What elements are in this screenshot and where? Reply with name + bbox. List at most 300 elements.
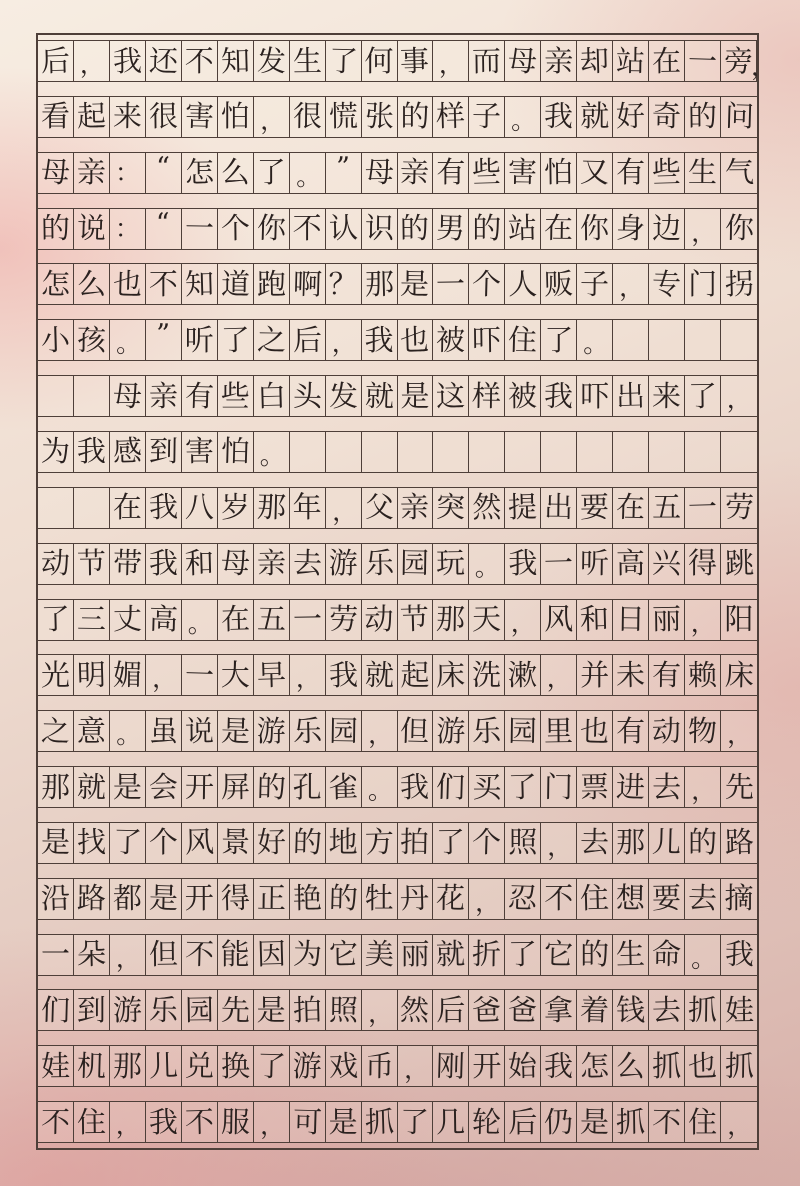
- grid-cell: [541, 320, 577, 360]
- handwritten-char: 五: [256, 601, 286, 637]
- handwritten-char: 和: [579, 601, 610, 637]
- grid-cell: [110, 209, 146, 249]
- grid-cell: [541, 488, 577, 528]
- grid-cell: [433, 153, 469, 193]
- handwritten-char: 父: [364, 490, 394, 525]
- grid-cell: [254, 990, 290, 1030]
- handwritten-char: 说: [76, 210, 107, 246]
- handwritten-char: 很: [148, 99, 179, 134]
- grid-cell: [685, 41, 721, 81]
- grid-cell: [541, 990, 577, 1030]
- grid-cell: [721, 823, 757, 863]
- handwritten-char: 都: [112, 881, 143, 916]
- grid-cell: [433, 544, 469, 584]
- handwritten-char: 母: [40, 154, 71, 190]
- grid-cell: [613, 935, 649, 975]
- handwritten-char: 命: [651, 936, 682, 972]
- handwritten-char: 生: [687, 154, 718, 190]
- grid-cell: [469, 823, 505, 863]
- grid-cell: [110, 935, 146, 975]
- handwritten-char: 。: [474, 552, 501, 582]
- handwritten-char: 亲: [399, 154, 430, 190]
- grid-cell: [685, 935, 721, 975]
- grid-cell: [685, 990, 721, 1030]
- grid-cell: [74, 879, 110, 919]
- handwritten-char: 找: [76, 825, 107, 860]
- handwritten-char: 后: [436, 992, 466, 1027]
- grid-cell: [254, 544, 290, 584]
- grid-cell: [110, 879, 146, 919]
- grid-cell: [218, 767, 254, 807]
- handwritten-char: 服: [220, 1104, 250, 1139]
- handwritten-char: 了: [507, 769, 538, 804]
- handwritten-char: 床: [435, 657, 466, 693]
- handwritten-char: 可: [292, 1104, 323, 1140]
- grid-cell: [577, 376, 613, 416]
- handwritten-char: 在: [615, 489, 646, 525]
- handwritten-char: 说: [184, 713, 215, 748]
- text-row: [38, 40, 776, 82]
- grid-cell: [613, 655, 649, 695]
- handwritten-char: 儿: [148, 1048, 179, 1084]
- grid-cell: [146, 655, 182, 695]
- handwritten-char: 节: [399, 601, 430, 637]
- handwritten-char: 那: [256, 489, 287, 525]
- handwritten-char: 动: [364, 602, 394, 636]
- grid-cell: [505, 655, 541, 695]
- grid-cell: [290, 879, 326, 919]
- grid-cell: [613, 544, 649, 584]
- handwritten-char: 母: [112, 378, 143, 413]
- handwritten-char: 问: [724, 98, 755, 134]
- grid-cell: [110, 432, 146, 472]
- handwritten-char: 能: [220, 937, 250, 972]
- grid-cell: [721, 153, 757, 193]
- grid-cell: [721, 432, 757, 472]
- text-row: [38, 319, 757, 361]
- grid-cell: [74, 209, 110, 249]
- handwritten-char: 里: [544, 713, 574, 748]
- grid-cell: [38, 97, 74, 137]
- handwritten-char: 些: [220, 378, 250, 413]
- grid-cell: [110, 655, 146, 695]
- handwritten-char: 那: [112, 1048, 142, 1083]
- grid-cell: [721, 264, 757, 304]
- handwritten-char: 亲: [148, 378, 179, 413]
- handwritten-char: 了: [544, 322, 574, 357]
- grid-cell: [685, 432, 721, 472]
- handwritten-char: 就: [76, 769, 107, 804]
- handwritten-char: ，: [331, 328, 358, 359]
- handwritten-char: 赖: [687, 657, 718, 693]
- grid-cell: [433, 767, 469, 807]
- grid-cell: [505, 1046, 541, 1086]
- handwritten-char: ，: [115, 943, 142, 973]
- grid-cell: [649, 488, 685, 528]
- handwritten-char: 游: [436, 713, 466, 748]
- handwritten-char: “: [155, 207, 171, 239]
- grid-cell: [398, 990, 434, 1030]
- handwritten-char: 戏: [328, 1048, 359, 1084]
- handwritten-char: 丽: [400, 937, 430, 972]
- handwritten-char: 开: [184, 769, 215, 804]
- grid-cell: [613, 1102, 649, 1142]
- handwritten-char: 到: [148, 434, 179, 469]
- handwritten-char: 奇: [651, 99, 682, 134]
- grid-cell: [182, 823, 218, 863]
- grid-cell: [110, 376, 146, 416]
- handwritten-char: 人: [508, 266, 538, 301]
- handwritten-char: 劳: [724, 490, 754, 525]
- text-row: [38, 1045, 757, 1087]
- grid-cell: [254, 41, 290, 81]
- grid-cell: [505, 1102, 541, 1142]
- grid-cell: [469, 376, 505, 416]
- grid-cell: [254, 1046, 290, 1086]
- handwritten-char: 后: [292, 322, 322, 357]
- handwritten-char: 我: [508, 546, 538, 581]
- handwritten-char: 看: [40, 99, 70, 134]
- handwritten-char: 并: [580, 657, 610, 692]
- handwritten-char: ，: [115, 1110, 142, 1141]
- text-row: [38, 543, 757, 585]
- handwritten-char: 门: [544, 769, 574, 804]
- grid-cell: [290, 823, 326, 863]
- grid-cell: [685, 600, 721, 640]
- handwritten-char: 不: [544, 881, 574, 916]
- grid-cell: [577, 1102, 613, 1142]
- grid-cell: [577, 935, 613, 975]
- handwritten-char: 我: [148, 489, 179, 525]
- handwritten-char: 亲: [400, 490, 430, 525]
- grid-cell: [110, 153, 146, 193]
- handwritten-char: 是: [220, 713, 251, 749]
- grid-cell: [326, 935, 362, 975]
- grid-cell: [541, 1046, 577, 1086]
- handwritten-char: 个: [471, 824, 502, 860]
- handwritten-char: 的: [687, 99, 718, 134]
- grid-cell: [38, 376, 74, 416]
- handwritten-char: 爸: [471, 992, 502, 1028]
- grid-cell: [326, 823, 362, 863]
- grid-cell: [362, 320, 398, 360]
- grid-cell: [182, 97, 218, 137]
- grid-cell: [74, 97, 110, 137]
- grid-cell: [38, 879, 74, 919]
- handwritten-char: 着: [579, 992, 610, 1028]
- grid-cell: [326, 711, 362, 751]
- handwritten-char: 美: [364, 936, 395, 972]
- grid-cell: [290, 655, 326, 695]
- handwritten-char: 一: [543, 545, 574, 581]
- handwritten-char: 个: [471, 266, 502, 302]
- handwritten-char: 身: [615, 210, 646, 246]
- grid-cell: [577, 432, 613, 472]
- grid-cell: [398, 655, 434, 695]
- grid-cell: [649, 767, 685, 807]
- handwritten-char: 亲: [544, 43, 574, 78]
- grid-cell: [326, 990, 362, 1030]
- grid-cell: [433, 935, 469, 975]
- handwritten-char: 抓: [615, 1104, 646, 1139]
- handwritten-char: 我: [364, 322, 394, 357]
- grid-cell: [398, 823, 434, 863]
- grid-cell: [218, 376, 254, 416]
- grid-cell: [362, 153, 398, 193]
- grid-cell: [182, 544, 218, 584]
- handwritten-char: 要: [651, 881, 682, 916]
- grid-cell: [685, 376, 721, 416]
- grid-cell: [182, 879, 218, 919]
- grid-cell: [146, 711, 182, 751]
- handwritten-char: 听: [184, 322, 214, 357]
- grid-cell: [254, 879, 290, 919]
- grid-cell: [685, 320, 721, 360]
- handwritten-char: 怕: [544, 154, 574, 190]
- handwritten-char: 就: [364, 378, 395, 413]
- handwritten-char: 怎: [184, 154, 215, 190]
- grid-cell: [577, 767, 613, 807]
- grid-cell: [74, 41, 110, 81]
- handwritten-char: 却: [579, 43, 610, 78]
- handwritten-char: 认: [328, 210, 359, 246]
- grid-cell: [721, 544, 757, 584]
- grid-cell: [469, 488, 505, 528]
- handwritten-char: 是: [112, 769, 142, 804]
- grid-cell: [218, 41, 254, 81]
- grid-cell: [721, 655, 757, 695]
- handwritten-char: 兴: [651, 545, 682, 581]
- handwritten-char: 花: [436, 881, 466, 916]
- handwritten-char: 我: [543, 378, 574, 413]
- handwritten-char: 得: [688, 546, 718, 581]
- handwritten-char: 慌: [328, 99, 358, 134]
- grid-cell: [74, 1102, 110, 1142]
- grid-cell: [469, 935, 505, 975]
- grid-cell: [218, 97, 254, 137]
- handwritten-char: 之: [40, 713, 71, 749]
- grid-cell: [613, 1046, 649, 1086]
- handwritten-char: 是: [148, 880, 179, 916]
- handwritten-char: 开: [184, 881, 214, 916]
- grid-cell: [110, 264, 146, 304]
- handwritten-char: 也: [112, 266, 143, 302]
- grid-cell: [38, 432, 74, 472]
- grid-cell: [110, 990, 146, 1030]
- handwritten-char: 还: [148, 43, 179, 78]
- grid-cell: [505, 320, 541, 360]
- grid-cell: [218, 209, 254, 249]
- handwritten-char: 的: [400, 99, 430, 134]
- handwritten-char: 娃: [724, 992, 754, 1028]
- text-row: [38, 989, 757, 1031]
- grid-cell: [110, 320, 146, 360]
- grid-cell: [649, 432, 685, 472]
- grid-cell: [685, 153, 721, 193]
- handwritten-char: 了: [112, 824, 143, 860]
- grid-cell: [577, 41, 613, 81]
- handwritten-char: ：: [114, 214, 140, 244]
- handwritten-char: 丈: [112, 601, 143, 637]
- grid-cell: [541, 376, 577, 416]
- text-row: [38, 487, 757, 529]
- grid-cell: [362, 879, 398, 919]
- grid-cell: [146, 990, 182, 1030]
- handwritten-char: 那: [436, 601, 466, 637]
- grid-cell: [290, 767, 326, 807]
- grid-cell: [290, 432, 326, 472]
- grid-cell: [218, 488, 254, 528]
- handwritten-char: 它: [328, 936, 358, 972]
- grid-cell: [505, 935, 541, 975]
- grid-cell: [182, 376, 218, 416]
- handwritten-char: 是: [400, 378, 430, 413]
- grid-cell: [721, 209, 757, 249]
- grid-cell: [685, 544, 721, 584]
- handwritten-char: 我: [76, 434, 106, 469]
- handwritten-char: ”: [155, 319, 171, 351]
- grid-cell: [469, 544, 505, 584]
- handwritten-char: 虽: [148, 713, 179, 748]
- grid-cell: [398, 767, 434, 807]
- handwritten-char: 风: [184, 824, 215, 860]
- grid-cell: [469, 655, 505, 695]
- grid-cell: [469, 990, 505, 1030]
- handwritten-char: 专: [651, 266, 682, 302]
- handwritten-char: 但: [148, 936, 179, 972]
- grid-cell: [110, 544, 146, 584]
- handwritten-char: 那: [615, 825, 646, 860]
- handwritten-char: 那: [364, 266, 394, 302]
- grid-cell: [218, 655, 254, 695]
- grid-cell: [182, 432, 218, 472]
- handwritten-char: 孔: [292, 769, 322, 804]
- composition-grid: [36, 33, 776, 1150]
- handwritten-char: 我: [148, 546, 178, 581]
- grid-cell: [398, 879, 434, 919]
- handwritten-char: 好: [256, 825, 286, 860]
- handwritten-char: 了: [508, 936, 538, 972]
- grid-cell: [38, 711, 74, 751]
- grid-cell: [218, 1102, 254, 1142]
- grid-cell: [505, 41, 541, 81]
- grid-cell: [433, 879, 469, 919]
- grid-cell: [74, 990, 110, 1030]
- grid-cell: [254, 264, 290, 304]
- handwritten-char: 劳: [328, 601, 359, 637]
- handwritten-char: 有: [651, 657, 682, 693]
- handwritten-char: ”: [335, 151, 351, 183]
- grid-cell: [254, 767, 290, 807]
- grid-cell: [433, 209, 469, 249]
- grid-cell: [433, 655, 469, 695]
- grid-cell: [182, 711, 218, 751]
- handwritten-char: 边: [652, 211, 682, 246]
- handwritten-char: 你: [579, 210, 610, 246]
- grid-cell: [38, 935, 74, 975]
- grid-cell: [469, 767, 505, 807]
- handwritten-char: 。: [511, 105, 537, 136]
- handwritten-char: 路: [76, 881, 107, 916]
- handwritten-char: 拍: [400, 825, 430, 860]
- grid-cell: [74, 264, 110, 304]
- grid-cell: [613, 990, 649, 1030]
- grid-cell: [146, 153, 182, 193]
- handwritten-char: 动: [651, 713, 682, 749]
- grid-cell: [398, 320, 434, 360]
- handwritten-char: 乐: [292, 713, 323, 749]
- handwritten-char: 我: [724, 936, 755, 972]
- grid-cell: [218, 264, 254, 304]
- grid-cell: [505, 264, 541, 304]
- grid-cell: [74, 767, 110, 807]
- grid-cell: [290, 935, 326, 975]
- grid-cell: [74, 935, 110, 975]
- handwritten-char: 了: [328, 43, 359, 78]
- grid-cell: [146, 320, 182, 360]
- grid-cell: [613, 488, 649, 528]
- grid-cell: [469, 1046, 505, 1086]
- grid-cell: [685, 1046, 721, 1086]
- handwritten-char: 的: [292, 824, 323, 860]
- handwritten-char: ，: [690, 217, 717, 247]
- grid-cell: [182, 935, 218, 975]
- grid-cell: [254, 320, 290, 360]
- grid-cell: [613, 41, 649, 81]
- grid-cell: [577, 544, 613, 584]
- grid-cell: [110, 1046, 146, 1086]
- handwritten-char: 起: [76, 98, 107, 134]
- handwritten-char: 识: [364, 210, 394, 246]
- grid-cell: [398, 153, 434, 193]
- grid-cell: [685, 209, 721, 249]
- handwritten-char: 起: [400, 657, 430, 692]
- handwritten-char: 乐: [471, 713, 502, 749]
- grid-cell: [398, 600, 434, 640]
- grid-cell: [38, 823, 74, 863]
- grid-cell: [649, 879, 685, 919]
- handwritten-char: 要: [579, 490, 610, 525]
- handwritten-char: ，: [367, 999, 393, 1029]
- text-row: [38, 1101, 757, 1143]
- grid-cell: [505, 544, 541, 584]
- grid-cell: [74, 488, 110, 528]
- handwritten-char: 拍: [292, 992, 323, 1028]
- handwritten-char: 住: [579, 880, 610, 916]
- handwritten-char: 园: [400, 545, 430, 581]
- handwritten-char: 媚: [112, 657, 143, 693]
- grid-cell: [649, 935, 685, 975]
- handwritten-char: 们: [435, 769, 466, 804]
- grid-cell: [577, 879, 613, 919]
- handwritten-char: 游: [112, 992, 143, 1028]
- grid-cell: [110, 767, 146, 807]
- handwritten-char: 事: [399, 43, 430, 78]
- grid-cell: [218, 711, 254, 751]
- handwritten-char: 我: [400, 769, 430, 804]
- grid-cell: [649, 823, 685, 863]
- grid-cell: [362, 990, 398, 1030]
- grid-cell: [182, 767, 218, 807]
- handwritten-char: 而: [472, 43, 502, 78]
- handwritten-char: ？: [328, 266, 358, 301]
- grid-cell: [505, 488, 541, 528]
- handwritten-char: 一: [40, 937, 70, 972]
- grid-cell: [649, 711, 685, 751]
- grid-cell: [110, 488, 146, 528]
- grid-cell: [38, 209, 74, 249]
- text-row: [38, 208, 757, 250]
